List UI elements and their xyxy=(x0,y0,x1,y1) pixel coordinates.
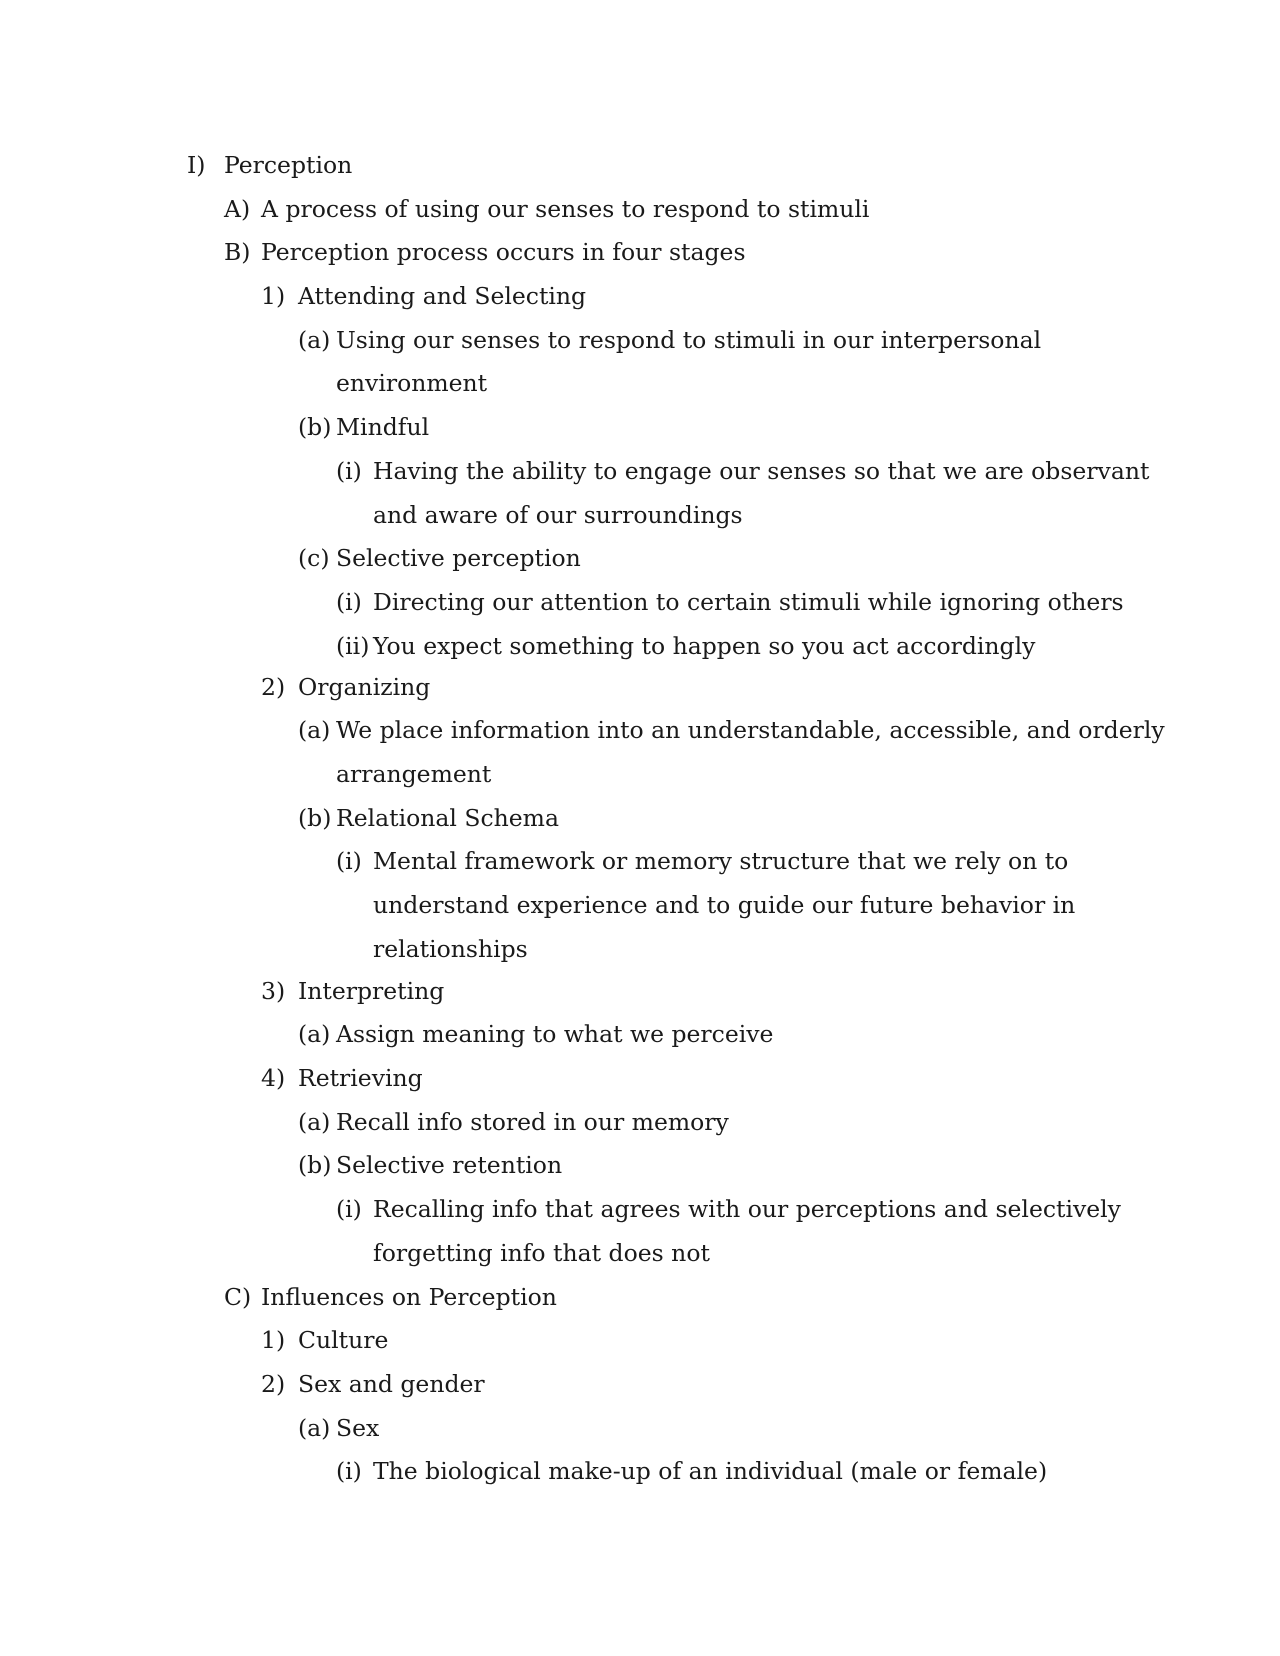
outline-text: Recall info stored in our memory xyxy=(336,1107,729,1136)
outline-item xyxy=(0,1188,1280,1232)
outline-marker: A) xyxy=(224,194,251,223)
outline-marker: 2) xyxy=(261,1369,286,1398)
outline-item xyxy=(0,1144,1280,1188)
outline-text: Using our senses to respond to stimuli in our interpersonal xyxy=(336,325,1042,354)
outline-item xyxy=(0,1101,1280,1145)
outline-text: Perception process occurs in four stages xyxy=(261,238,746,267)
outline-marker: (i) xyxy=(336,1195,362,1224)
outline-text: Mindful xyxy=(336,413,430,442)
outline-text: The biological make-up of an individual (male or female) xyxy=(373,1457,1048,1486)
outline-marker: B) xyxy=(224,238,251,267)
outline-marker: (c) xyxy=(298,544,330,573)
outline-text: Retrieving xyxy=(298,1064,423,1093)
outline-marker: (i) xyxy=(336,456,362,485)
outline-marker: (b) xyxy=(298,803,332,832)
outline-item xyxy=(0,1319,1280,1363)
outline-marker: (b) xyxy=(298,413,332,442)
outline-marker: 3) xyxy=(261,976,286,1005)
outline-marker: (a) xyxy=(298,1107,331,1136)
outline-marker: 2) xyxy=(261,672,286,701)
outline-marker: 1) xyxy=(261,282,286,311)
outline-text: Perception xyxy=(224,151,353,179)
outline-marker: (i) xyxy=(336,1457,362,1486)
outline-text: environment xyxy=(336,369,488,398)
outline-text: Recalling info that agrees with our perceptions and selectively xyxy=(373,1195,1121,1224)
outline-item xyxy=(0,406,1280,450)
outline-continuation xyxy=(0,494,1280,538)
outline-text: and aware of our surroundings xyxy=(373,500,743,529)
outline-text: Attending and Selecting xyxy=(298,282,587,311)
outline-marker: I) xyxy=(187,151,206,179)
outline-marker: (a) xyxy=(298,325,331,354)
outline-item xyxy=(0,970,1280,1014)
outline-item xyxy=(0,1013,1280,1057)
outline-text: relationships xyxy=(373,934,528,963)
outline-item xyxy=(0,625,1280,666)
outline-marker: (ii) xyxy=(336,631,370,660)
outline-continuation xyxy=(0,362,1280,406)
outline-list xyxy=(0,144,1280,1494)
outline-item xyxy=(0,188,1280,232)
outline-item xyxy=(0,537,1280,581)
outline-text: Assign meaning to what we perceive xyxy=(336,1020,774,1049)
outline-item-perception xyxy=(0,144,1280,188)
outline-text: Organizing xyxy=(298,672,431,701)
outline-item xyxy=(0,450,1280,494)
outline-item xyxy=(0,1363,1280,1407)
outline-item xyxy=(0,797,1280,841)
outline-text: Sex and gender xyxy=(298,1369,485,1398)
outline-continuation xyxy=(0,753,1280,797)
outline-text: Selective retention xyxy=(336,1151,563,1180)
outline-item xyxy=(0,1276,1280,1320)
outline-item xyxy=(0,231,1280,275)
outline-item xyxy=(0,1407,1280,1451)
outline-marker: (a) xyxy=(298,1020,331,1049)
outline-text: A process of using our senses to respond to stimuli xyxy=(261,194,870,223)
outline-marker: (b) xyxy=(298,1151,332,1180)
outline-text: Directing our attention to certain stimuli while ignoring others xyxy=(373,587,1124,616)
outline-text: understand experience and to guide our future behavior in xyxy=(373,891,1076,919)
outline-item xyxy=(0,709,1280,753)
outline-marker: 4) xyxy=(261,1064,286,1093)
outline-text: We place information into an understandable, accessible, and orderly xyxy=(336,716,1165,745)
outline-text: Mental framework or memory structure that we rely on to xyxy=(373,847,1069,876)
outline-item xyxy=(0,1450,1280,1494)
outline-text: Relational Schema xyxy=(336,803,559,832)
outline-continuation xyxy=(0,1232,1280,1276)
outline-item xyxy=(0,666,1280,710)
outline-text: arrangement xyxy=(336,759,492,788)
outline-continuation xyxy=(0,928,1280,970)
outline-text: Interpreting xyxy=(298,976,445,1005)
outline-item xyxy=(0,319,1280,363)
outline-marker: 1) xyxy=(261,1326,286,1355)
outline-marker: (i) xyxy=(336,847,362,876)
outline-text: Sex xyxy=(336,1413,380,1442)
outline-marker: (i) xyxy=(336,587,362,616)
outline-text: Culture xyxy=(298,1326,389,1355)
outline-continuation xyxy=(0,884,1280,928)
outline-item xyxy=(0,581,1280,625)
outline-text: Influences on Perception xyxy=(261,1282,557,1311)
outline-marker: (a) xyxy=(298,716,331,745)
outline-text: Having the ability to engage our senses so that we are observant xyxy=(373,456,1150,485)
outline-text: Selective perception xyxy=(336,544,581,573)
outline-marker: C) xyxy=(224,1282,252,1311)
outline-item xyxy=(0,1057,1280,1101)
outline-item xyxy=(0,275,1280,319)
outline-text: forgetting info that does not xyxy=(373,1238,710,1267)
outline-item xyxy=(0,840,1280,884)
outline-text: You expect something to happen so you act accordingly xyxy=(373,631,1036,660)
outline-marker: (a) xyxy=(298,1413,331,1442)
